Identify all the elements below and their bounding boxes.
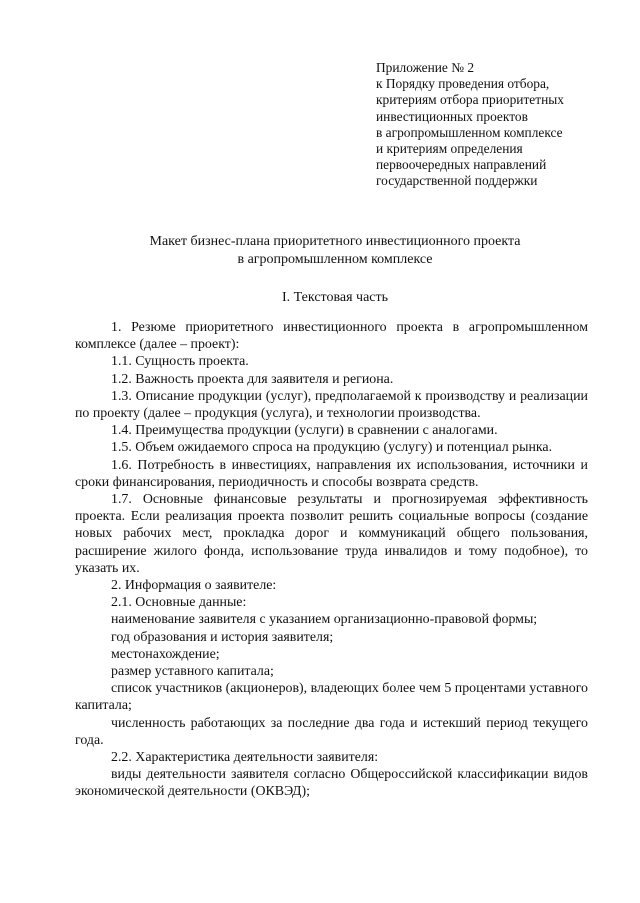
paragraph: 1. Резюме приоритетного инвестиционного проекта в агропромышленном комплексе (далее – проект): xyxy=(75,320,588,353)
paragraph: 2.2. Характеристика деятельности заявителя: xyxy=(111,750,379,766)
paragraph: год образования и история заявителя; xyxy=(111,629,334,645)
title-line-2: в агропромышленном комплексе xyxy=(237,252,433,267)
appendix-line: государственной поддержки xyxy=(376,173,538,189)
section-heading: I. Текстовая часть xyxy=(281,290,389,305)
paragraph: численность работающих за последние два года и истекший период текущего года. xyxy=(75,715,588,748)
appendix-line: инвестиционных проектов xyxy=(376,108,528,124)
appendix-block xyxy=(376,60,616,190)
document-title xyxy=(40,233,630,269)
paragraph: 1.3. Описание продукции (услуг), предполагаемой к производству и реализации по проекту (далее – продукция (услуга), и технологии производства. xyxy=(75,388,588,422)
paragraph: размер уставного капитала; xyxy=(111,664,274,680)
appendix-line: и критериям определения xyxy=(376,141,523,157)
title-line-1: Макет бизнес-плана приоритетного инвестиционного проекта xyxy=(149,234,521,249)
paragraph: список участников (акционеров), владеющих более чем 5 процентами уставного капитала; xyxy=(75,681,588,714)
paragraph: 1.5. Объем ожидаемого спроса на продукцию (услугу) и потенциал рынка. xyxy=(111,440,553,456)
paragraph: местонахождение; xyxy=(111,646,220,662)
paragraph: 1.7. Основные финансовые результаты и прогнозируемая эффективность проекта. Если реализация проекта позволит решить социальные вопросы (создание новых рабочих мест, прокладка дорог и коммуникаций общего пользования, расширение жилого фонда, использование труда инвалидов и тому подобное), то указать их. xyxy=(75,492,588,576)
appendix-line: в агропромышленном комплексе xyxy=(376,124,563,140)
paragraph: виды деятельности заявителя согласно Общероссийской классификации видов экономической деятельности (ОКВЭД); xyxy=(75,767,588,800)
paragraph: 1.4. Преимущества продукции (услуги) в сравнении с аналогами. xyxy=(111,423,498,439)
appendix-line: первоочередных направлений xyxy=(376,157,547,173)
paragraph: 2. Информация о заявителе: xyxy=(111,578,277,594)
appendix-line: Приложение № 2 xyxy=(376,60,475,75)
appendix-line: критериям отбора приоритетных xyxy=(376,92,564,108)
appendix-line: к Порядку проведения отбора, xyxy=(376,76,550,92)
paragraph: 2.1. Основные данные: xyxy=(111,595,247,611)
document-body xyxy=(75,319,588,801)
paragraph: 1.6. Потребность в инвестициях, направления их использования, источники и сроки финансирования, периодичность и способы возврата средств. xyxy=(75,457,588,490)
paragraph: 1.2. Важность проекта для заявителя и региона. xyxy=(111,371,394,387)
paragraph: 1.1. Сущность проекта. xyxy=(111,354,249,370)
paragraph: наименование заявителя с указанием организационно-правовой формы; xyxy=(111,612,538,628)
